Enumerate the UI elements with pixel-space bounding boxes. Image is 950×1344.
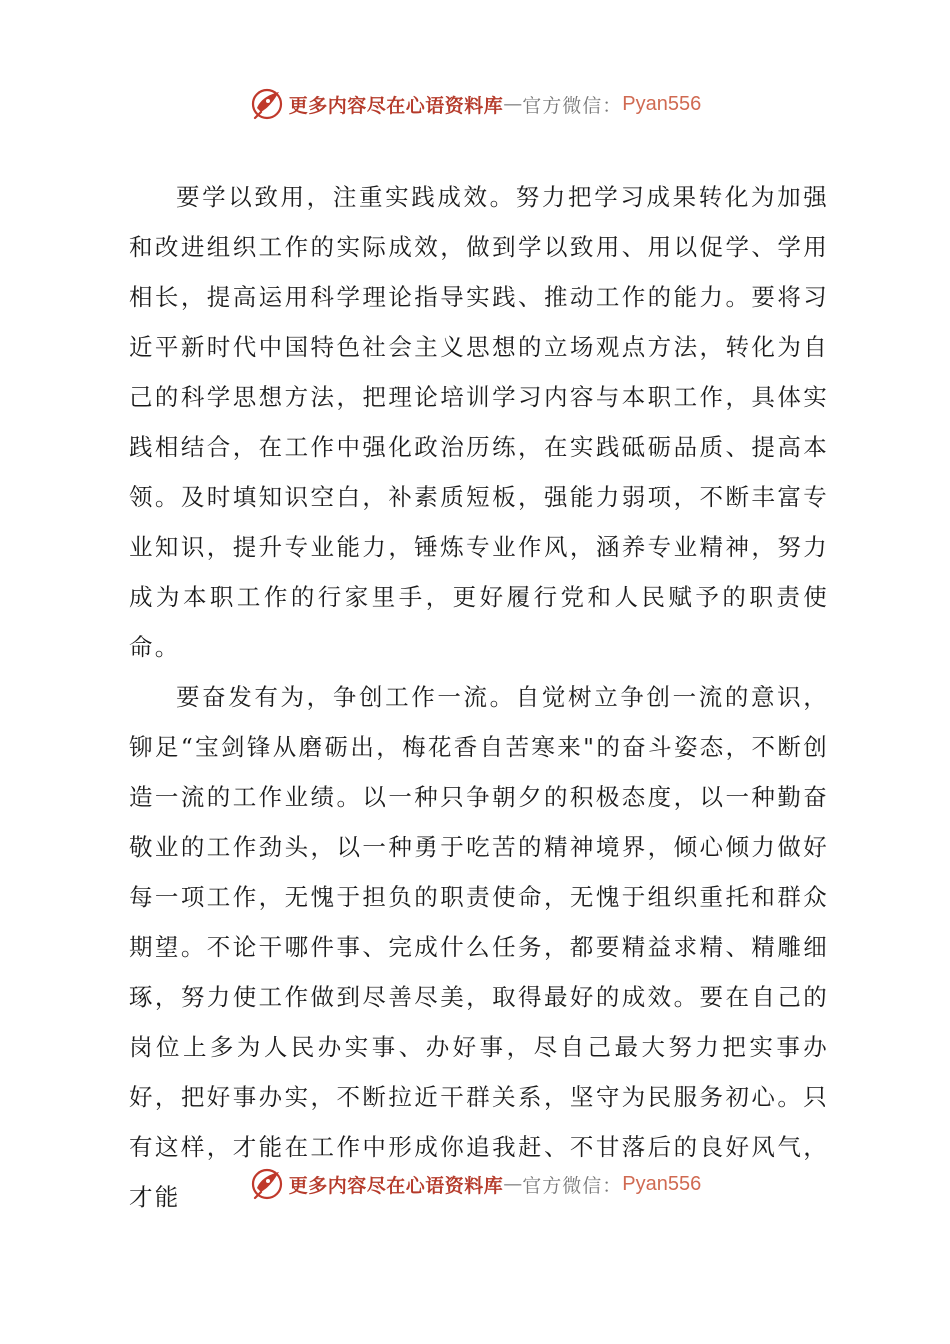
paragraph-2: 要奋发有为，争创工作一流。自觉树立争创一流的意识，铆足“宝剑锋从磨砺出，梅花香自苦寒来"的奋斗姿态，不断创造一流的工作业绩。以一种只争朝夕的积极态度，以一种勤奋敬业的工作劲头，以一种勇于吃苦的精神境界，倾心倾力做好每一项工作，无愧于担负的职责使命，无愧于组织重托和群众期望。不论干哪件事、完成什么任务，都要精益求精、精雕细琢，努力使工作做到尽善尽美，取得最好的成效。要在自己的岗位上多为人民办实事、办好事，尽自己最大努力把实事办好，把好事办实，不断拉近干群关系，坚守为民服务初心。只有这样，才能在工作中形成你追我赶、不甘落后的良好风气，才能 [129,683,829,1211]
banner-title: 更多内容尽在心语资料库 [288,1174,504,1197]
pen-nib-logo-icon [249,1166,285,1202]
footer-banner [0,1162,950,1206]
document-body [129,172,829,1222]
banner-wechat-id: Pyan556 [622,1172,702,1195]
pen-nib-logo-icon [249,86,285,122]
banner-separator: — [503,1173,523,1195]
banner-wechat-label: 官方微信： [522,1174,623,1197]
banner-wechat-label: 官方微信： [522,94,623,117]
banner-wechat-id: Pyan556 [622,92,702,115]
banner-separator: — [503,93,523,115]
paragraph-1: 要学以致用，注重实践成效。努力把学习成果转化为加强和改进组织工作的实际成效，做到学以致用、用以促学、学用相长，提高运用科学理论指导实践、推动工作的能力。要将习近平新时代中国特色社会主义思想的立场观点方法，转化为自己的科学思想方法，把理论培训学习内容与本职工作，具体实践相结合，在工作中强化政治历练，在实践砥砺品质、提高本领。及时填知识空白，补素质短板，强能力弱项，不断丰富专业知识，提升专业能力，锤炼专业作风，涵养专业精神，努力成为本职工作的行家里手，更好履行党和人民赋予的职责使命。 [129,183,829,661]
header-banner [0,82,950,126]
banner-title: 更多内容尽在心语资料库 [288,94,504,117]
